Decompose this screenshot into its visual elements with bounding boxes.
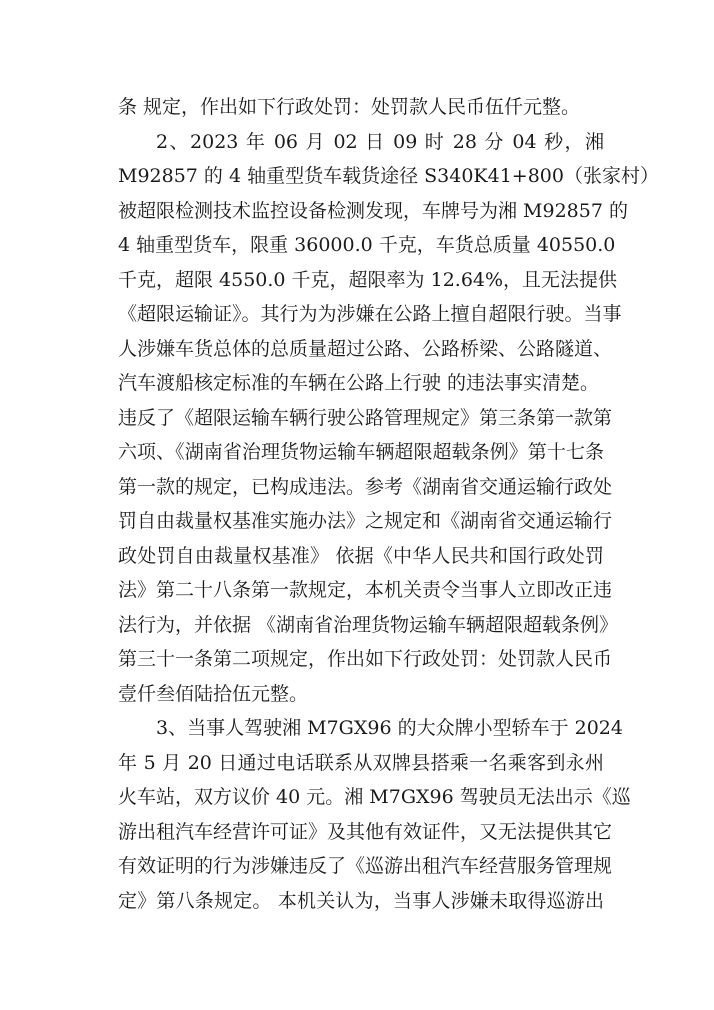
paragraph-line: 《超限运输证》。其行为为涉嫌在公路上擅自超限行驶。当事 (118, 303, 622, 325)
paragraph-line: 2、2023 年 06 月 02 日 09 时 28 分 04 秒，湘 (156, 130, 604, 153)
paragraph-line: 汽车渡船核定标准的车辆在公路上行驶 的违法事实清楚。 (118, 372, 600, 394)
paragraph-line: 有效证明的行为涉嫌违反了《巡游出租汽车经营服务管理规 (118, 855, 613, 877)
paragraph-line: 年 5 月 20 日通过电话联系从双牌县搭乘一名乘客到永州 (118, 751, 604, 774)
paragraph-line: 4 轴重型货车，限重 36000.0 千克，车货总质量 40550.0 (118, 234, 616, 256)
paragraph-line: 被超限检测技术监控设备检测发现，车牌号为湘 M92857 的 (118, 199, 628, 222)
paragraph-line: 3、当事人驾驶湘 M7GX96 的大众牌小型轿车于 2024 (156, 717, 623, 739)
paragraph-line: 罚自由裁量权基准实施办法》之规定和《湖南省交通运输行 (118, 510, 613, 532)
paragraph-line: 壹仟叁佰陆拾伍元整。 (118, 682, 309, 705)
paragraph-line: 第一款的规定，已构成违法。参考《湖南省交通运输行政处 (118, 475, 613, 498)
paragraph-line: 人涉嫌车货总体的总质量超过公路、公路桥梁、公路隧道、 (118, 337, 613, 360)
document-body (118, 90, 659, 918)
paragraph-line: 游出租汽车经营许可证》及其他有效证件，又无法提供其它 (118, 820, 613, 843)
paragraph-line: 第三十一条第二项规定，作出如下行政处罚：处罚款人民币 (118, 648, 613, 670)
paragraph-line: 火车站，双方议价 40 元。湘 M7GX96 驾驶员无法出示《巡 (118, 786, 631, 808)
paragraph-line: 法行为，并依据 《湖南省治理货物运输车辆超限超载条例》 (118, 613, 619, 636)
paragraph-line: M92857 的 4 轴重型货车载货途径 S340K41+800（张家村） (118, 165, 659, 187)
paragraph-line: 定》第八条规定。 本机关认为，当事人涉嫌未取得巡游出 (118, 889, 604, 912)
paragraph-line: 千克，超限 4550.0 千克，超限率为 12.64%，且无法提供 (118, 268, 618, 291)
paragraph-line: 法》第二十八条第一款规定，本机关责令当事人立即改正违 (118, 579, 613, 601)
paragraph-line: 条 规定，作出如下行政处罚：处罚款人民币伍仟元整。 (118, 96, 581, 118)
paragraph-line: 政处罚自由裁量权基准》 依据《中华人民共和国行政处罚 (118, 544, 604, 567)
paragraph-line: 六项、《湖南省治理货物运输车辆超限超载条例》第十七条 (118, 441, 604, 463)
paragraph-line: 违反了《超限运输车辆行驶公路管理规定》第三条第一款第 (118, 406, 613, 429)
